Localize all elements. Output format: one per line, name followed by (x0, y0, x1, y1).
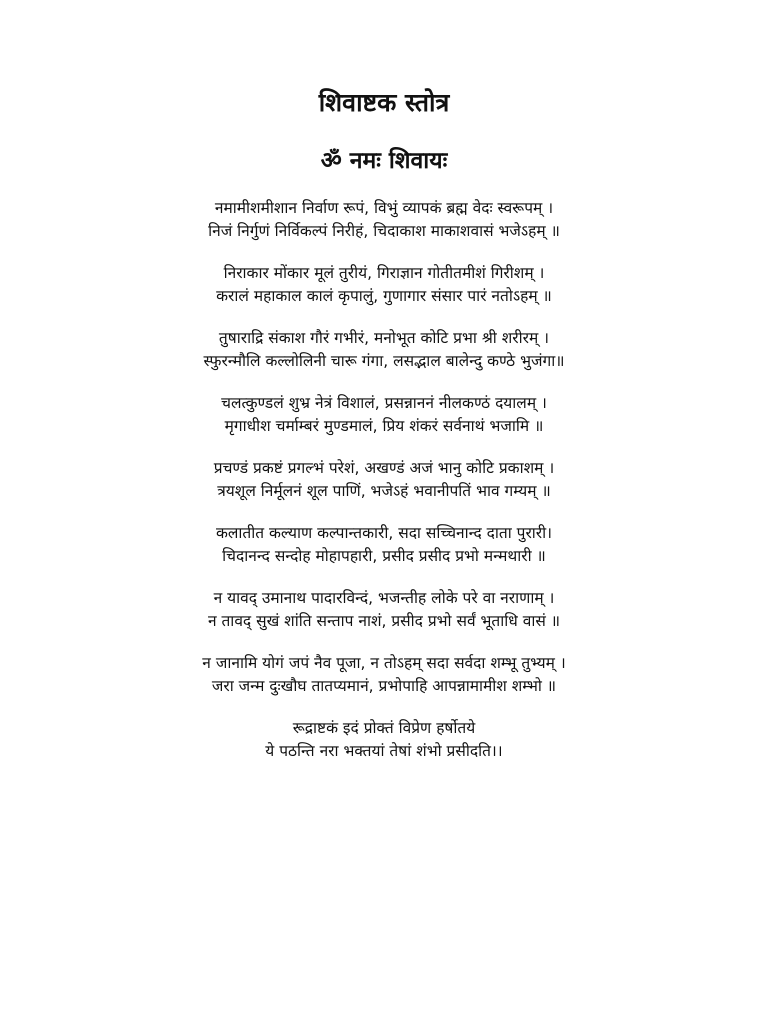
verse-line: न यावद् उमानाथ पादारविन्दं, भजन्तीह लोके परे वा नराणाम् । (213, 589, 555, 607)
stanza (0, 652, 768, 698)
stanza (0, 197, 768, 243)
verse-line: चलत्कुण्डलं शुभ्र नेत्रं विशालं, प्रसन्नाननं नीलकण्ठं दयालम् । (221, 394, 547, 412)
verse-list (0, 197, 768, 782)
verse-line: नमामीशमीशान निर्वाण रूपं, विभुं व्यापकं ब्रह्म वेदः स्वरूपम् । (214, 199, 554, 217)
verse-line: रूद्राष्टकं इदं प्रोक्तं विप्रेण हर्षोतये (292, 719, 476, 737)
verse-line: मृगाधीश चर्माम्बरं मुण्डमालं, प्रिय शंकरं सर्वनाथं भजामि ॥ (224, 417, 544, 435)
verse-line: चिदानन्द सन्दोह मोहापहारी, प्रसीद प्रसीद प्रभो मन्मथारी ॥ (222, 547, 546, 565)
verse-line: न तावद् सुखं शांति सन्ताप नाशं, प्रसीद प्रभो सर्वं भूताधि वासं ॥ (207, 612, 561, 630)
stanza (0, 717, 768, 763)
verse-line: न जानामि योगं जपं नैव पूजा, न तोऽहम् सदा सर्वदा शम्भू तुभ्यम् । (202, 654, 566, 672)
verse-line: प्रचण्डं प्रकष्टं प्रगल्भं परेशं, अखण्डं अजं भानु कोटि प्रकाशम् । (213, 459, 555, 477)
verse-line: स्फुरन्मौलि कल्लोलिनी चारू गंगा, लसद्भाल बालेन्दु कण्ठे भुजंगा॥ (203, 352, 565, 370)
stanza (0, 587, 768, 633)
verse-line: त्रयशूल निर्मूलनं शूल पाणिं, भजेऽहं भवानीपतिं भाव गम्यम् ॥ (217, 482, 551, 500)
verse-line: कलातीत कल्याण कल्पान्तकारी, सदा सच्चिनान्द दाता पुरारी। (215, 524, 553, 542)
stanza (0, 457, 768, 503)
verse-line: ये पठन्ति नरा भक्तयां तेषां शंभो प्रसीदति।। (265, 742, 503, 760)
verse-line: जरा जन्म दुःखौघ तातप्यमानं, प्रभोपाहि आपन्नामामीश शम्भो ॥ (211, 677, 557, 695)
verse-line: तुषाराद्रि संकाश गौरं गभीरं, मनोभूत कोटि प्रभा श्री शरीरम् । (218, 329, 550, 347)
verse-line: करालं महाकाल कालं कृपालुं, गुणागार संसार पारं नतोऽहम् ॥ (216, 287, 552, 305)
stanza (0, 522, 768, 568)
stanza (0, 262, 768, 308)
verse-line: निराकार मोंकार मूलं तुरीयं, गिराज्ञान गोतीतमीशं गिरीशम् । (223, 264, 545, 282)
verse-line: निजं निर्गुणं निर्विकल्पं निरीहं, चिदाकाश माकाशवासं भजेऽहम् ॥ (208, 222, 560, 240)
stanza (0, 327, 768, 373)
page-title: शिवाष्टक स्तोत्र (318, 88, 450, 117)
page-subtitle: ॐ नमः शिवायः (320, 148, 448, 174)
stanza (0, 392, 768, 438)
